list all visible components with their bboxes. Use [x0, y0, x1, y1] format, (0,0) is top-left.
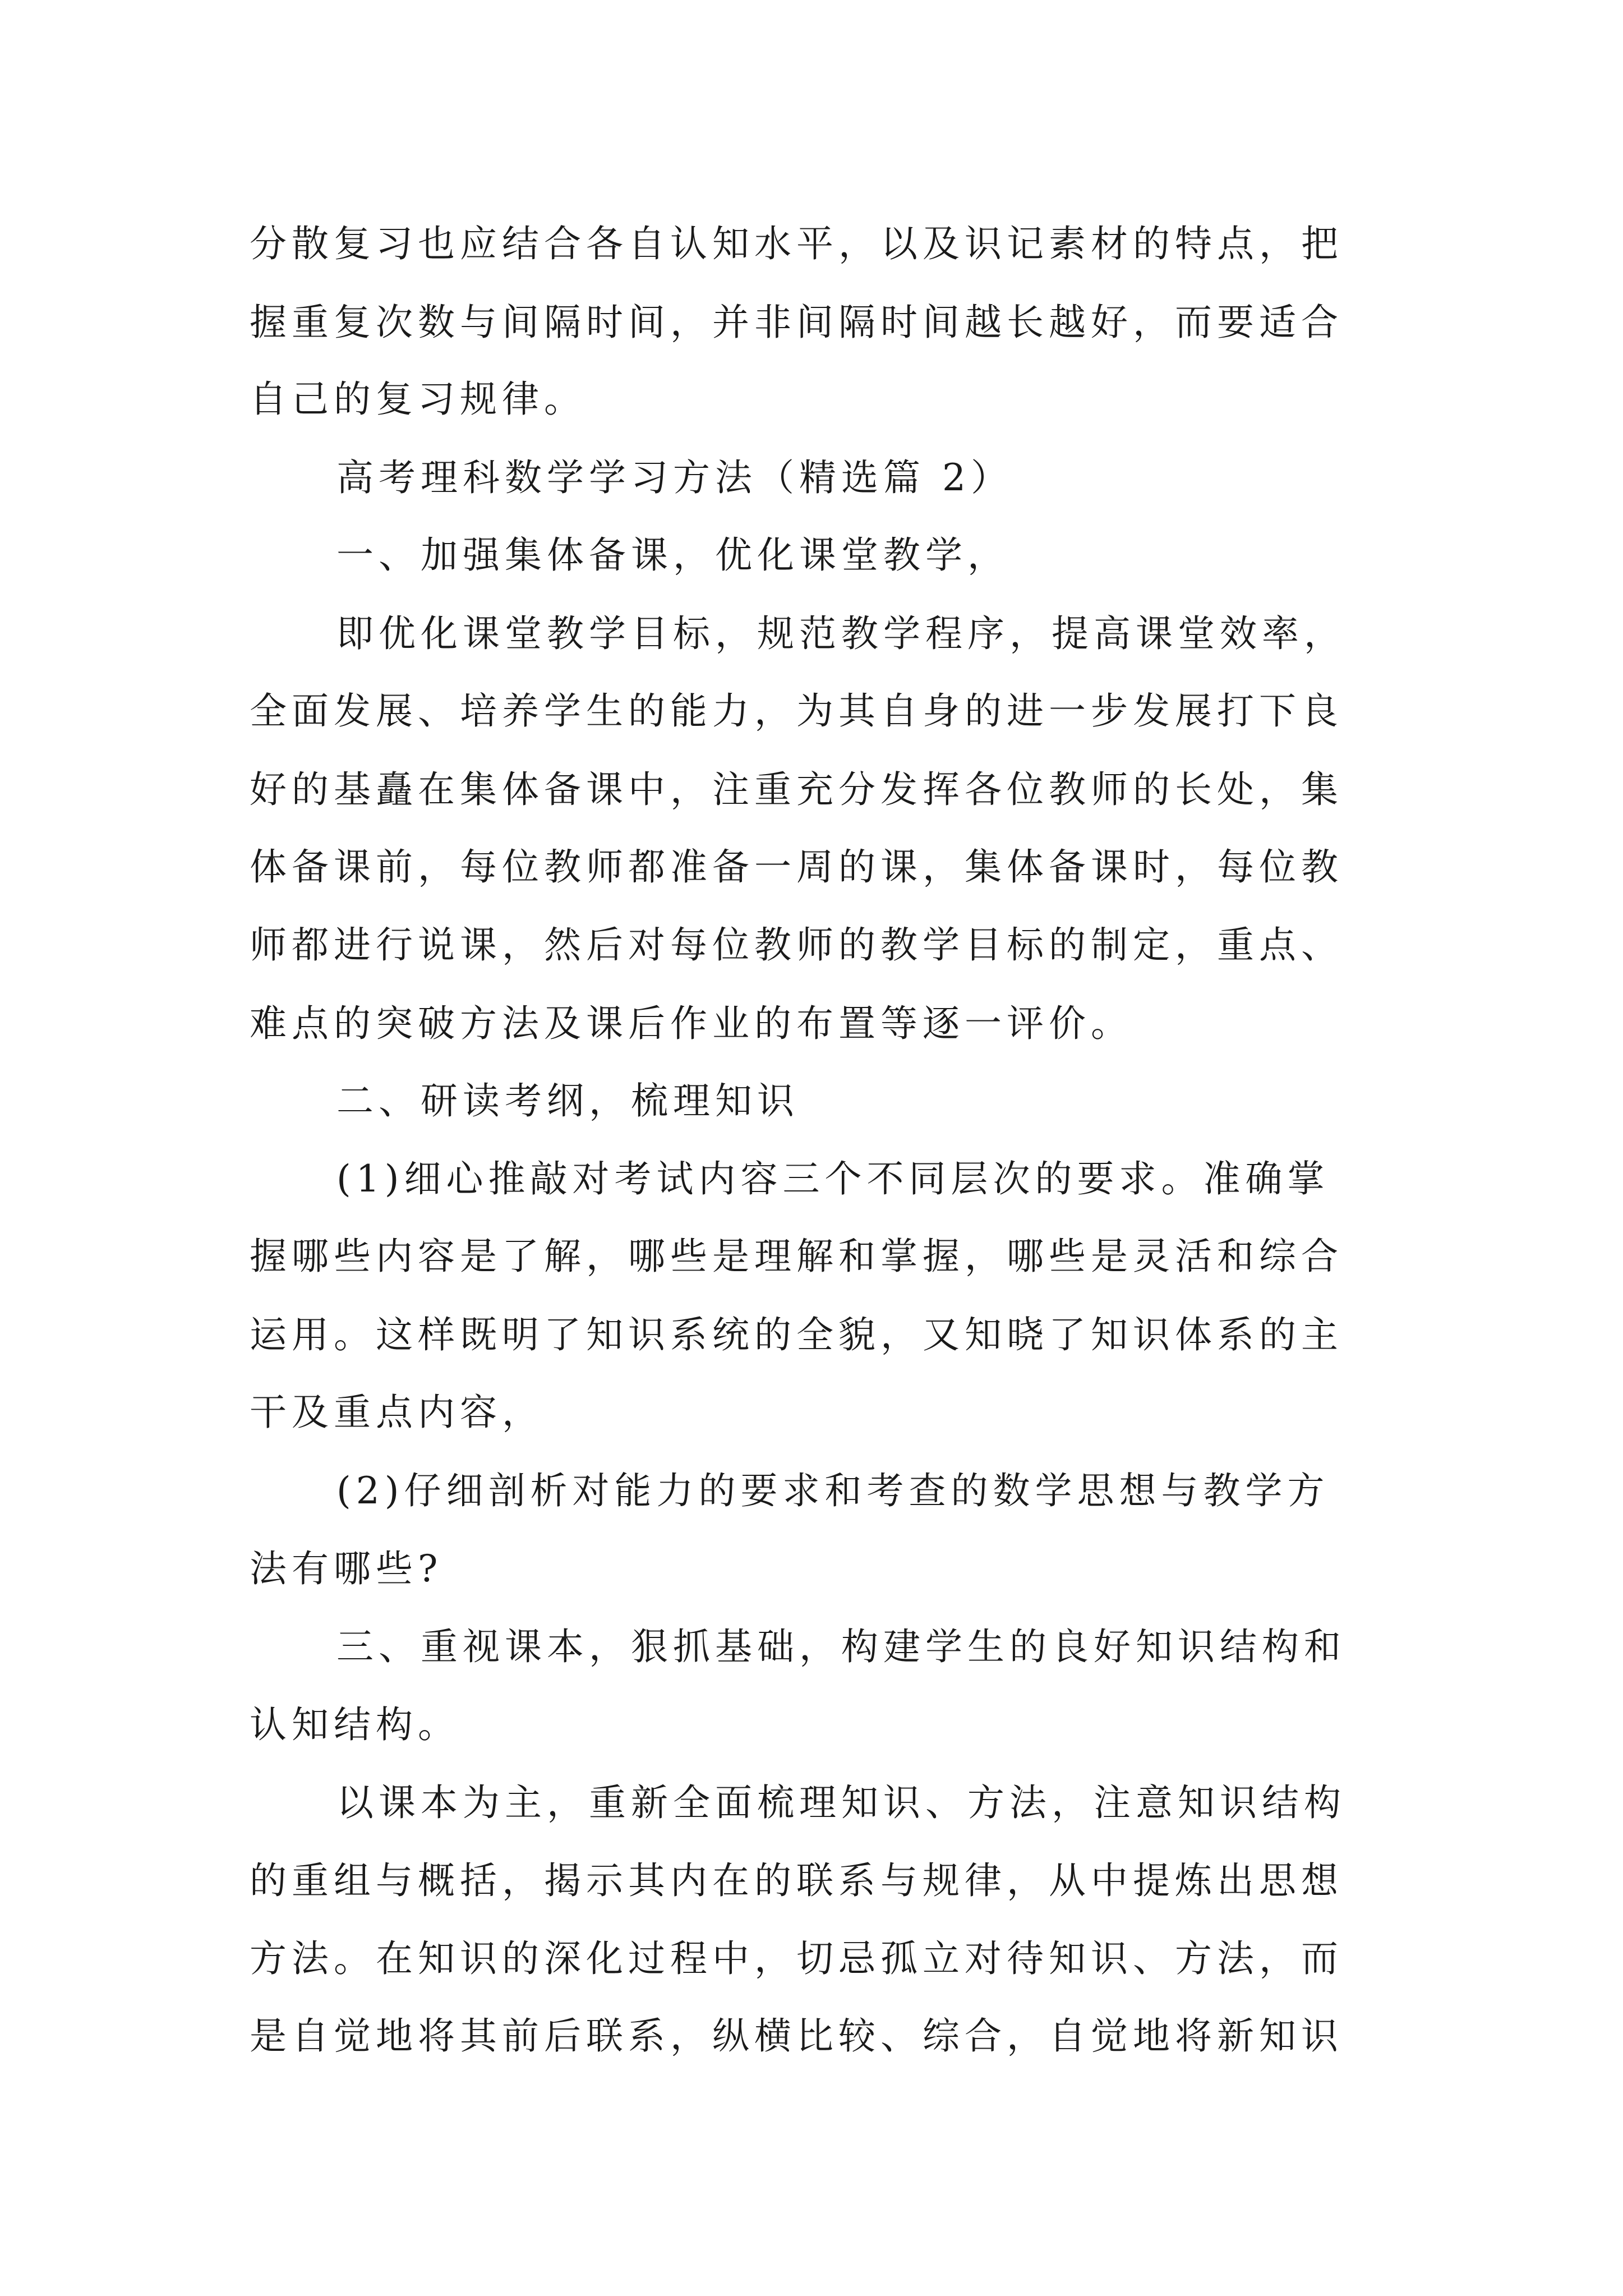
body-line: 干及重点内容， [250, 1391, 544, 1434]
body-line: (2)仔细剖析对能力的要求和考查的数学思想与教学方 [336, 1469, 1330, 1512]
section-title: 高考理科数学学习方法（精选篇 2） [336, 456, 1013, 499]
body-line: 法有哪些? [250, 1547, 443, 1590]
body-line: 方法。在知识的深化过程中，切忌孤立对待知识、方法，而 [250, 1937, 1343, 1980]
heading-2: 二、研读考纲，梳理知识 [336, 1079, 799, 1122]
body-line: 体备课前，每位教师都准备一周的课，集体备课时，每位教 [250, 845, 1343, 889]
body-line: 难点的突破方法及课后作业的布置等逐一评价。 [250, 1002, 1133, 1045]
body-line: 的重组与概括，揭示其内在的联系与规律，从中提炼出思想 [250, 1859, 1343, 1902]
heading-3: 三、重视课本，狠抓基础，构建学生的良好知识结构和 [336, 1625, 1346, 1668]
body-line: 分散复习也应结合各自认知水平，以及识记素材的特点，把 [250, 222, 1343, 265]
body-line: 握重复次数与间隔时间，并非间隔时间越长越好，而要适合 [250, 301, 1343, 344]
body-line: 好的基矗在集体备课中，注重充分发挥各位教师的长处，集 [250, 768, 1343, 811]
body-line: 以课本为主，重新全面梳理知识、方法，注意知识结构 [336, 1781, 1346, 1824]
body-line: 全面发展、培养学生的能力，为其自身的进一步发展打下良 [250, 689, 1343, 733]
body-line: 自己的复习规律。 [250, 378, 586, 421]
body-line: 即优化课堂教学目标，规范教学程序，提高课堂效率， [336, 612, 1346, 655]
body-line: (1)细心推敲对考试内容三个不同层次的要求。准确掌 [336, 1157, 1330, 1200]
body-line: 运用。这样既明了知识系统的全貌，又知晓了知识体系的主 [250, 1313, 1343, 1356]
body-line: 握哪些内容是了解，哪些是理解和掌握，哪些是灵活和综合 [250, 1235, 1343, 1278]
body-line: 是自觉地将其前后联系，纵横比较、综合，自觉地将新知识 [250, 2014, 1343, 2058]
heading-1: 一、加强集体备课，优化课堂教学， [336, 533, 1009, 577]
body-line: 认知结构。 [250, 1703, 460, 1746]
body-line: 师都进行说课，然后对每位教师的教学目标的制定，重点、 [250, 923, 1343, 967]
